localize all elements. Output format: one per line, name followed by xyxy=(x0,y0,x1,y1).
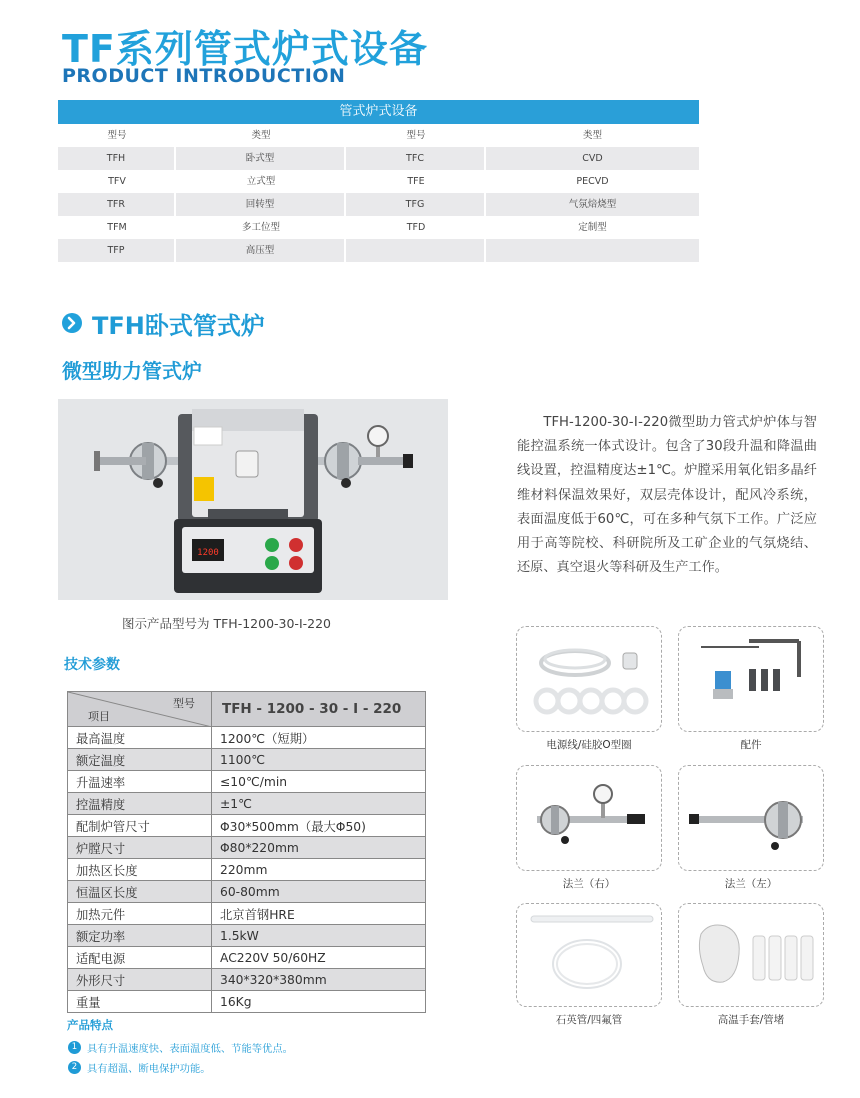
photo-caption: 图示产品型号为 TFH-1200-30-Ⅰ-220 xyxy=(122,616,332,631)
spec-value: Φ30*500mm（最大Φ50) xyxy=(212,815,426,837)
table-row xyxy=(58,170,699,193)
table-cell: 定制型 xyxy=(578,222,607,233)
table-cell: 卧式型 xyxy=(176,147,346,170)
table-row xyxy=(58,216,699,239)
features-title: 产品特点 xyxy=(67,1018,113,1032)
accessory-quartz-ptfe-tube xyxy=(516,903,662,1007)
spec-key: 额定温度 xyxy=(68,749,212,771)
overview-table-title: 管式炉式设备 xyxy=(58,100,699,124)
spec-value: 北京首钢HRE xyxy=(212,903,426,925)
page-title: TF系列管式炉式设备 xyxy=(62,27,428,71)
feature-item xyxy=(68,1040,293,1055)
spec-value: AC220V 50/60HZ xyxy=(212,947,426,969)
controller-display: 1200 xyxy=(197,548,219,558)
spec-value: ≤10℃/min xyxy=(212,771,426,793)
spec-key: 控温精度 xyxy=(68,793,212,815)
table-row xyxy=(68,771,426,793)
feature-text: 具有超温、断电保护功能。 xyxy=(87,1063,211,1075)
spec-key: 升温速率 xyxy=(68,771,212,793)
spec-value: 1200℃（短期） xyxy=(212,727,426,749)
spec-table xyxy=(67,691,426,1013)
table-cell: TFP xyxy=(58,239,176,262)
spec-key: 适配电源 xyxy=(68,947,212,969)
spec-header-row xyxy=(68,692,426,727)
accessory-label: 石英管/四氟管 xyxy=(555,1014,623,1026)
table-row xyxy=(68,903,426,925)
spec-key: 额定功率 xyxy=(68,925,212,947)
table-cell: CVD xyxy=(486,147,699,170)
spec-key: 重量 xyxy=(68,991,212,1013)
table-cell: TFD xyxy=(406,222,426,233)
product-description: TFH-1200-30-Ⅰ-220微型助力管式炉炉体与智能控温系统一体式设计。包含了30段升温和降温曲线设置，控温精度达±1℃。炉膛采用氧化铝多晶纤维材料保温效果好，双层壳体设计，配风冷系统，表面温度低于60℃，可在多种气氛下工作。广泛应用于高等院校、科研院所及工矿企业的气氛烧结、还原、真空退火等科研及生产工作。 xyxy=(517,415,817,576)
spec-value: 16Kg xyxy=(212,991,426,1013)
spec-value: 1.5kW xyxy=(212,925,426,947)
spec-key: 恒温区长度 xyxy=(68,881,212,903)
spec-value: 1100℃ xyxy=(212,749,426,771)
table-row xyxy=(68,859,426,881)
spec-key: 配制炉管尺寸 xyxy=(68,815,212,837)
feature-number: 1 xyxy=(68,1041,81,1054)
table-row xyxy=(58,193,699,216)
table-row xyxy=(68,749,426,771)
feature-text: 具有升温速度快、表面温度低、节能等优点。 xyxy=(87,1043,293,1055)
table-cell: 立式型 xyxy=(246,176,276,187)
table-row xyxy=(68,793,426,815)
section-title: TFH卧式管式炉 xyxy=(92,312,265,340)
column-header: 类型 xyxy=(251,130,271,141)
spec-model: TFH - 1200 - 30 - Ⅰ - 220 xyxy=(212,692,426,727)
table-cell: TFE xyxy=(407,176,425,187)
column-header: 类型 xyxy=(582,130,602,141)
accessory-label: 配件 xyxy=(740,739,762,751)
accessory-gloves-plugs xyxy=(678,903,824,1007)
table-cell: 高压型 xyxy=(176,239,346,262)
table-row xyxy=(68,727,426,749)
table-row xyxy=(68,947,426,969)
accessory-label: 法兰（左） xyxy=(724,878,778,890)
table-row xyxy=(68,815,426,837)
spec-header-item-label: 项目 xyxy=(88,710,110,723)
spec-header-corner xyxy=(68,692,212,727)
table-row xyxy=(68,881,426,903)
table-cell: TFC xyxy=(346,147,486,170)
feature-item xyxy=(68,1060,211,1075)
table-cell: TFG xyxy=(346,193,486,216)
column-header: 型号 xyxy=(406,130,426,141)
table-cell xyxy=(346,239,486,262)
table-row xyxy=(58,239,699,262)
table-row xyxy=(68,837,426,859)
spec-key: 加热区长度 xyxy=(68,859,212,881)
spec-value: ±1℃ xyxy=(212,793,426,815)
accessory-flange-right xyxy=(516,765,662,871)
accessory-parts xyxy=(678,626,824,732)
spec-header-model-label: 型号 xyxy=(173,697,195,710)
chevron-right-icon xyxy=(62,313,82,333)
accessory-label: 法兰（右） xyxy=(562,878,616,890)
accessory-flange-left xyxy=(678,765,824,871)
table-cell: TFR xyxy=(58,193,176,216)
table-row xyxy=(68,991,426,1013)
spec-key: 外形尺寸 xyxy=(68,969,212,991)
table-cell: TFV xyxy=(108,176,126,187)
table-cell xyxy=(486,239,699,262)
table-cell: TFH xyxy=(58,147,176,170)
product-name: 微型助力管式炉 xyxy=(62,359,202,383)
spec-key: 加热元件 xyxy=(68,903,212,925)
spec-value: Φ80*220mm xyxy=(212,837,426,859)
spec-value: 340*320*380mm xyxy=(212,969,426,991)
column-header: 型号 xyxy=(107,130,127,141)
spec-value: 60-80mm xyxy=(212,881,426,903)
table-cell: PECVD xyxy=(576,176,609,187)
page-subtitle: PRODUCT INTRODUCTION xyxy=(62,65,346,87)
table-cell: 多工位型 xyxy=(241,222,280,233)
feature-number: 2 xyxy=(68,1061,81,1074)
table-row xyxy=(58,147,699,170)
accessory-label: 高温手套/管堵 xyxy=(717,1014,785,1026)
spec-value: 220mm xyxy=(212,859,426,881)
tech-params-title: 技术参数 xyxy=(64,657,120,673)
overview-header-row xyxy=(58,124,699,147)
product-photo xyxy=(58,399,448,600)
spec-key: 最高温度 xyxy=(68,727,212,749)
overview-table xyxy=(58,100,699,262)
table-row xyxy=(68,925,426,947)
table-row xyxy=(68,969,426,991)
table-cell: 气氛焙烧型 xyxy=(486,193,699,216)
table-cell: TFM xyxy=(107,222,127,233)
spec-key: 炉膛尺寸 xyxy=(68,837,212,859)
table-cell: 回转型 xyxy=(176,193,346,216)
accessory-label: 电源线/硅胶O型圈 xyxy=(546,739,632,751)
accessory-power-cord-oring xyxy=(516,626,662,732)
